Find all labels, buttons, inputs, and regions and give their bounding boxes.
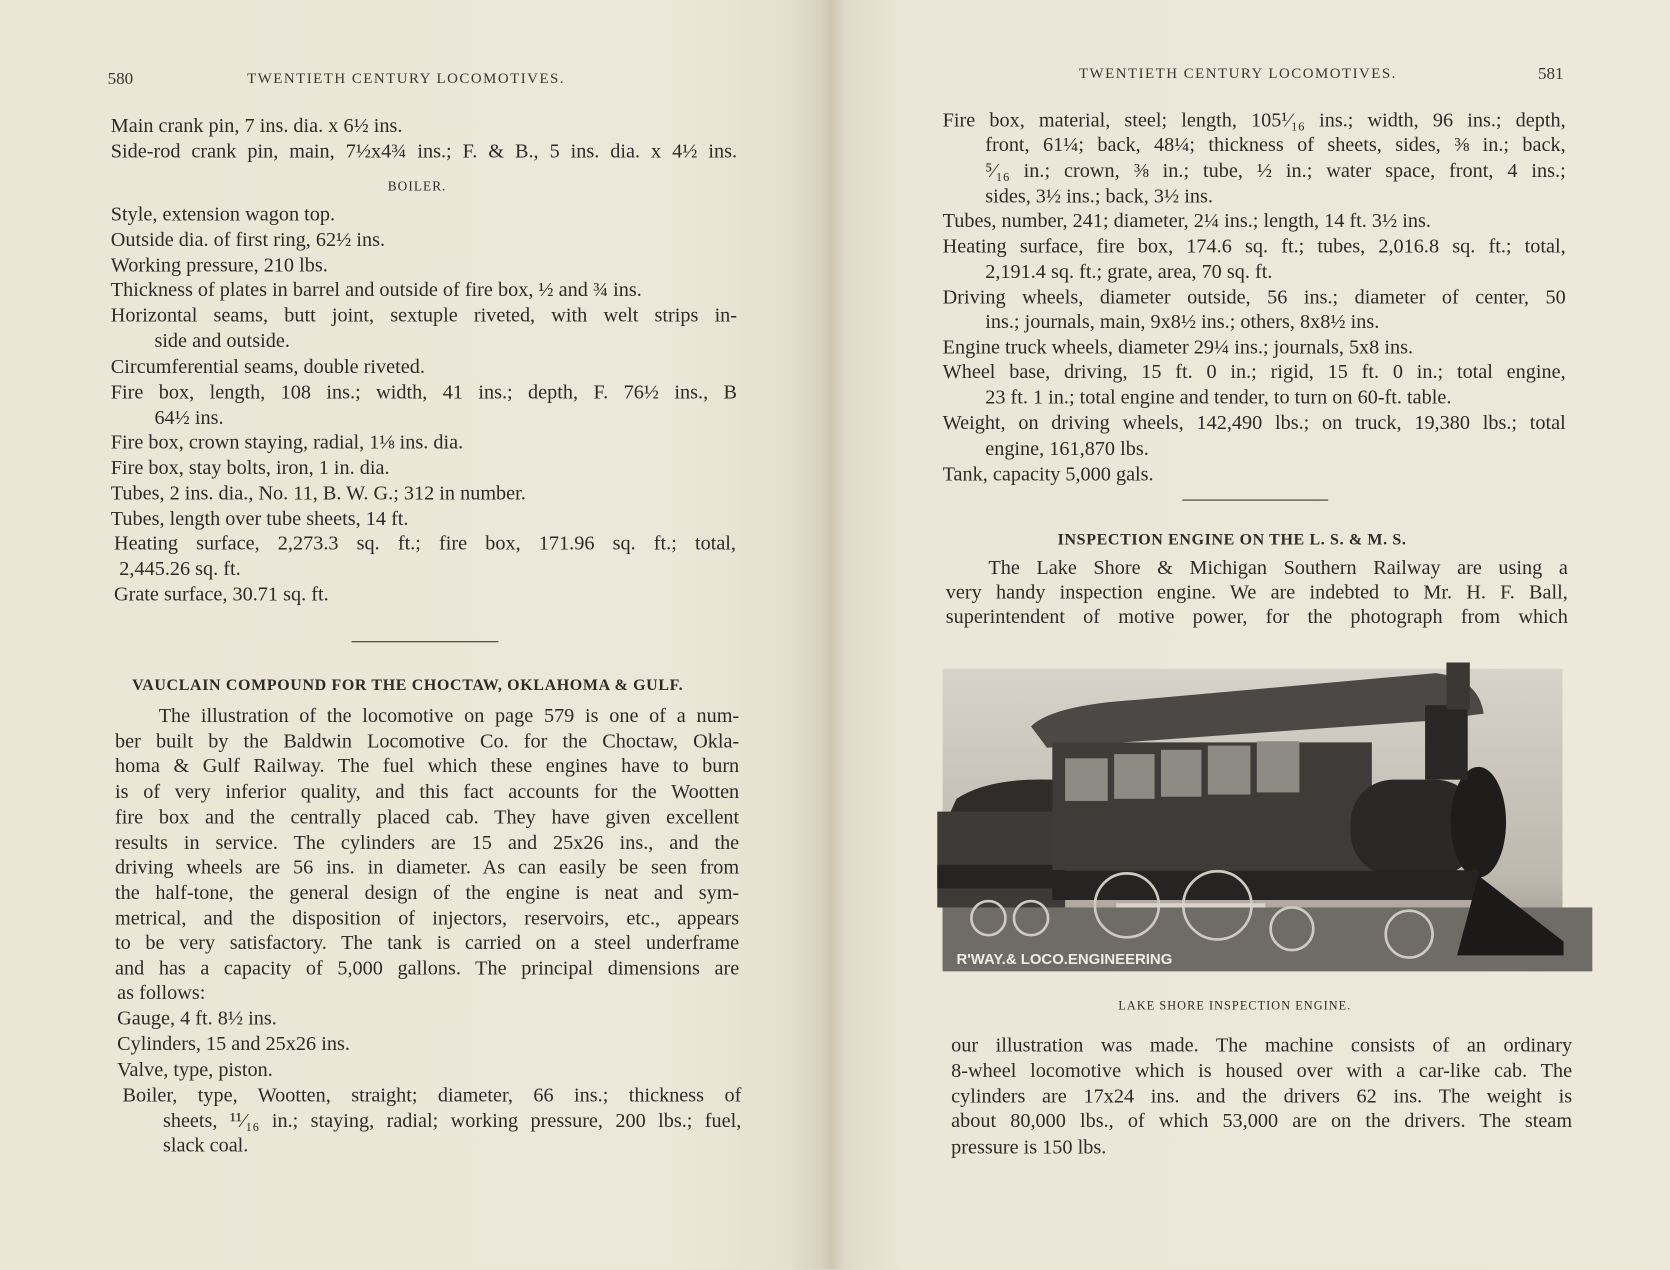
text-line: engine, 161,870 lbs. xyxy=(985,437,1149,461)
text-line: Tubes, length over tube sheets, 14 ft. xyxy=(110,508,409,531)
text-line: Fire box, material, steel; length, 105¹⁄₁₆ ins.; width, 96 ins.; depth, xyxy=(942,109,1566,133)
text-line: Tubes, 2 ins. dia., No. 11, B. W. G.; 312 in number. xyxy=(110,482,526,505)
text-line: The Lake Shore & Michigan Southern Railway are using a xyxy=(988,557,1568,580)
text-line: Fire box, crown staying, radial, 1⅛ ins. dia. xyxy=(110,431,464,454)
text-line: Wheel base, driving, 15 ft. 0 in.; rigid, 15 ft. 0 in.; total engine, xyxy=(942,361,1566,384)
text-line: side and outside. xyxy=(154,330,290,353)
text-line: Grate surface, 30.71 sq. ft. xyxy=(113,583,329,607)
text-line: Tank, capacity 5,000 gals. xyxy=(942,463,1154,486)
text-line: 2,445.26 sq. ft. xyxy=(119,558,241,581)
text-line: as follows: xyxy=(117,982,206,1005)
text-line: about 80,000 lbs., of which 53,000 are on the drivers. The steam xyxy=(951,1109,1573,1133)
inspection-engine-illustration xyxy=(925,662,1594,977)
text-line: Valve, type, piston. xyxy=(117,1058,273,1082)
text-line: the half-tone, the general design of the engine is neat and sym- xyxy=(115,881,740,905)
text-line: very handy inspection engine. We are indebted to Mr. H. F. Ball, xyxy=(945,581,1568,604)
text-line: homa & Gulf Railway. The fuel which these engines have to burn xyxy=(115,755,740,778)
text-line: driving wheels are 56 ins. in diameter. As can easily be seen from xyxy=(115,856,740,879)
section-subhead-boiler: BOILER. xyxy=(387,178,447,194)
running-head-right: TWENTIETH CENTURY LOCOMOTIVES. xyxy=(1078,66,1397,83)
text-line: Gauge, 4 ft. 8½ ins. xyxy=(117,1007,277,1030)
text-line: 2,191.4 sq. ft.; grate, area, 70 sq. ft. xyxy=(985,260,1273,284)
article-heading-left: VAUCLAIN COMPOUND FOR THE CHOCTAW, OKLAHOMA & GULF. xyxy=(132,677,684,695)
section-divider xyxy=(351,641,498,642)
text-line: Horizontal seams, butt joint, sextuple riveted, with welt strips in- xyxy=(110,304,738,327)
locomotive-photo xyxy=(925,662,1594,977)
photo-credit-watermark: R'WAY.& LOCO.ENGINEERING xyxy=(956,951,1173,968)
text-line: Style, extension wagon top. xyxy=(110,203,336,226)
text-line: sides, 3½ ins.; back, 3½ ins. xyxy=(985,185,1213,208)
text-line: 23 ft. 1 in.; total engine and tender, to turn on 60-ft. table. xyxy=(985,386,1452,409)
text-line: metrical, and the disposition of injectors, reservoirs, etc., appears xyxy=(115,907,740,930)
text-line: The illustration of the locomotive on page 579 is one of a num- xyxy=(158,705,740,728)
text-line: superintendent of motive power, for the photograph from which xyxy=(945,606,1568,629)
text-line: ins.; journals, main, 9x8½ ins.; others, 8x8½ ins. xyxy=(985,311,1380,334)
text-line: ⁵⁄₁₆ in.; crown, ⅜ in.; tube, ½ in.; water space, front, 4 ins.; xyxy=(985,159,1566,183)
text-line: slack coal. xyxy=(162,1134,249,1157)
text-line: Weight, on driving wheels, 142,490 lbs.; on truck, 19,380 lbs.; total xyxy=(942,412,1566,435)
text-line: fire box and the centrally placed cab. They have given excellent xyxy=(115,806,740,829)
text-line: Circumferential seams, double riveted. xyxy=(110,355,425,379)
text-line: Working pressure, 210 lbs. xyxy=(110,254,328,277)
text-line: Outside dia. of first ring, 62½ ins. xyxy=(110,228,386,252)
text-line: sheets, ¹¹⁄₁₆ in.; staying, radial; working pressure, 200 lbs.; fuel, xyxy=(162,1109,742,1133)
text-line: front, 61¼; back, 48¼; thickness of sheets, sides, ⅜ in.; back, xyxy=(985,134,1566,157)
text-line: Side-rod crank pin, main, 7½x4¾ ins.; F. & B., 5 ins. dia. x 4½ ins. xyxy=(110,140,738,163)
text-line: Engine truck wheels, diameter 29¼ ins.; journals, 5x8 ins. xyxy=(942,336,1414,359)
text-line: 8-wheel locomotive which is housed over with a car-like cab. The xyxy=(951,1059,1573,1083)
text-line: pressure is 150 lbs. xyxy=(951,1136,1107,1159)
running-head-left: TWENTIETH CENTURY LOCOMOTIVES. xyxy=(247,71,566,88)
text-line: cylinders are 17x24 ins. and the drivers 62 ins. The weight is xyxy=(951,1085,1573,1108)
photo-caption: LAKE SHORE INSPECTION ENGINE. xyxy=(1118,1000,1352,1013)
text-line: results in service. The cylinders are 15 and 25x26 ins., and the xyxy=(115,831,740,855)
text-line: our illustration was made. The machine consists of an ordinary xyxy=(951,1034,1573,1057)
page-number-right: 581 xyxy=(1538,64,1564,84)
page-number-left: 580 xyxy=(107,70,134,89)
article-heading-right: INSPECTION ENGINE ON THE L. S. & M. S. xyxy=(1057,531,1407,549)
text-line: Main crank pin, 7 ins. dia. x 6½ ins. xyxy=(110,115,403,138)
text-line: Heating surface, fire box, 174.6 sq. ft.; tubes, 2,016.8 sq. ft.; total, xyxy=(942,235,1566,258)
text-line: Thickness of plates in barrel and outside of fire box, ½ and ¾ ins. xyxy=(110,279,642,302)
text-line: Fire box, length, 108 ins.; width, 41 ins.; depth, F. 76½ ins., B xyxy=(110,381,738,404)
section-divider xyxy=(1182,500,1328,501)
text-line: is of very inferior quality, and this fact accounts for the Wootten xyxy=(115,780,740,804)
text-line: Cylinders, 15 and 25x26 ins. xyxy=(117,1033,350,1056)
text-line: 64½ ins. xyxy=(154,406,224,430)
text-line: to be very satisfactory. The tank is carried on a steel underframe xyxy=(115,931,740,955)
text-line: Fire box, stay bolts, iron, 1 in. dia. xyxy=(110,456,390,480)
text-line: ber built by the Baldwin Locomotive Co. for the Choctaw, Okla- xyxy=(115,730,740,754)
text-line: and has a capacity of 5,000 gallons. The principal dimensions are xyxy=(115,957,740,980)
text-line: Boiler, type, Wootten, straight; diameter, 66 ins.; thickness of xyxy=(122,1084,742,1107)
text-line: Heating surface, 2,273.3 sq. ft.; fire box, 171.96 sq. ft.; total, xyxy=(113,532,736,555)
text-line: Driving wheels, diameter outside, 56 ins.; diameter of center, 50 xyxy=(942,286,1566,309)
text-line: Tubes, number, 241; diameter, 2¼ ins.; length, 14 ft. 3½ ins. xyxy=(942,209,1431,233)
